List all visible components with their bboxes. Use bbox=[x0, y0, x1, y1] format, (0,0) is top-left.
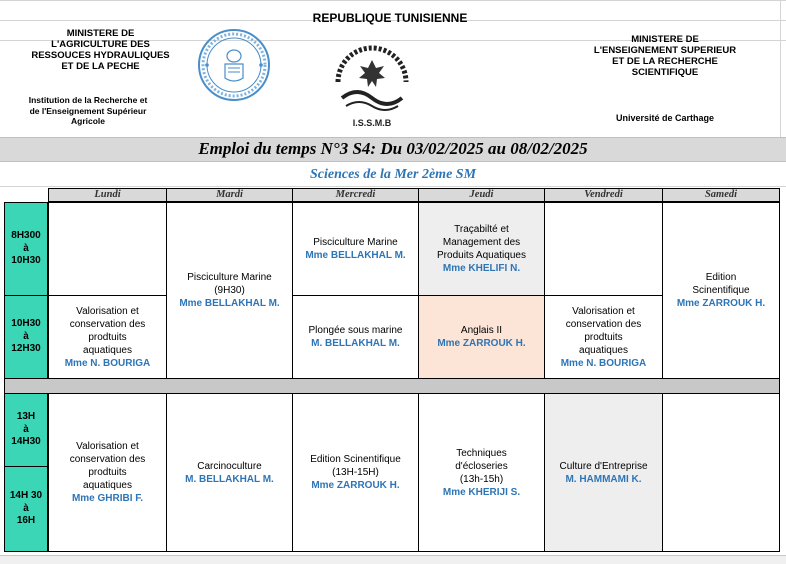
course-subject: conservation des bbox=[565, 318, 642, 330]
left-ministry bbox=[8, 28, 193, 72]
course-subject: prodtuits bbox=[584, 331, 623, 343]
day-header-mardi: Mardi bbox=[166, 188, 293, 202]
cell-vendredi-slot1-empty bbox=[544, 202, 663, 296]
cell-mercredi-slot1 bbox=[292, 202, 419, 296]
cell-samedi-morning bbox=[662, 202, 780, 379]
time-slot-1 bbox=[4, 202, 48, 296]
right-ministry-line: L'ENSEIGNEMENT SUPERIEUR bbox=[593, 45, 737, 56]
course-subject: aquatiques bbox=[83, 344, 132, 356]
cell-mercredi-afternoon bbox=[292, 393, 419, 552]
course-subject: prodtuits bbox=[88, 467, 127, 478]
right-ministry-line: ET DE LA RECHERCHE bbox=[612, 56, 718, 67]
course-subject: aquatiques bbox=[579, 344, 628, 356]
time-slot-3 bbox=[4, 393, 48, 467]
right-ministry-line: SCIENTIFIQUE bbox=[631, 67, 699, 78]
left-institution-line: Institution de la Recherche et bbox=[28, 95, 148, 105]
course-teacher: M. BELLAKHAL M. bbox=[185, 473, 274, 485]
cell-lundi-slot2 bbox=[48, 295, 167, 379]
time-text: à bbox=[23, 242, 29, 254]
course-subject: Management des bbox=[442, 237, 521, 248]
cell-jeudi-slot2 bbox=[418, 295, 545, 379]
course-teacher: Mme ZARROUK H. bbox=[676, 298, 766, 309]
course-teacher: Mme ZARROUK H. bbox=[437, 338, 526, 349]
course-subject: Traçabilté et bbox=[454, 224, 509, 235]
course-subject: Carcinoculture bbox=[197, 460, 262, 472]
course-subject: d'écloseries bbox=[455, 460, 508, 472]
republic-title: REPUBLIQUE TUNISIENNE bbox=[312, 11, 468, 25]
lunch-separator bbox=[4, 378, 780, 394]
course-teacher: Mme N. BOURIGA bbox=[560, 357, 647, 369]
left-ministry-line: MINISTERE DE bbox=[66, 28, 135, 39]
day-header-mercredi: Mercredi bbox=[292, 188, 419, 202]
cell-mardi-morning bbox=[166, 202, 293, 379]
day-header-samedi: Samedi bbox=[662, 188, 780, 202]
course-subject: (13h-15h) bbox=[459, 473, 504, 485]
left-ministry-line: L'AGRICULTURE DES bbox=[51, 39, 150, 50]
course-teacher: Mme ZARROUK H. bbox=[311, 480, 400, 491]
time-text: 14H 30 bbox=[9, 490, 43, 502]
cell-lundi-afternoon bbox=[48, 393, 167, 552]
cell-mardi-afternoon bbox=[166, 393, 293, 552]
course-teacher: Mme BELLAKHAL M. bbox=[179, 298, 280, 309]
right-ministry-line: MINISTERE DE bbox=[631, 34, 699, 45]
course-teacher: M. BELLAKHAL M. bbox=[311, 338, 400, 349]
schedule-title: Emploi du temps N°3 S4: Du 03/02/2025 au 08/02/2025 bbox=[198, 139, 588, 158]
course-subject: Culture d'Entreprise bbox=[559, 460, 648, 472]
course-subject: aquatiques bbox=[83, 480, 132, 491]
time-text: 12H30 bbox=[11, 343, 41, 355]
course-subject: (9H30) bbox=[214, 285, 245, 296]
class-subtitle: Sciences de la Mer 2ème SM bbox=[309, 167, 477, 182]
time-slot-4 bbox=[4, 466, 48, 552]
course-teacher: Mme GHRIBI F. bbox=[71, 493, 144, 504]
time-text: 16H bbox=[16, 515, 36, 527]
course-subject: Edition Scinentifique bbox=[310, 454, 401, 465]
left-institution bbox=[8, 95, 168, 127]
course-subject: conservation des bbox=[69, 318, 146, 330]
course-subject: Scinentifique bbox=[692, 285, 750, 296]
cell-mercredi-slot2 bbox=[292, 295, 419, 379]
course-subject: Valorisation et bbox=[76, 305, 139, 317]
logo-text: I.S.S.M.B bbox=[352, 118, 392, 128]
course-teacher: Mme KHERIJI S. bbox=[442, 486, 521, 498]
time-slot-2 bbox=[4, 295, 48, 379]
cell-lundi-slot1-empty bbox=[48, 202, 167, 296]
day-header-vendredi: Vendredi bbox=[544, 188, 663, 202]
time-text: à bbox=[23, 423, 29, 435]
course-subject: Valorisation et bbox=[76, 441, 139, 452]
course-subject: prodtuits bbox=[88, 331, 127, 343]
course-subject: conservation des bbox=[69, 454, 146, 465]
time-text: à bbox=[23, 502, 29, 514]
left-ministry-line: ET DE LA PECHE bbox=[61, 61, 140, 72]
course-teacher: Mme KHELIFI N. bbox=[442, 263, 521, 274]
course-subject: Pisciculture Marine bbox=[187, 272, 272, 283]
cell-vendredi-slot2 bbox=[544, 295, 663, 379]
time-text: 14H30 bbox=[11, 436, 41, 448]
university-name: Université de Carthage bbox=[615, 113, 715, 123]
cell-samedi-afternoon-empty bbox=[662, 393, 780, 552]
course-subject: Valorisation et bbox=[572, 305, 635, 317]
course-teacher: M. HAMMAMI K. bbox=[565, 473, 642, 485]
course-teacher: Mme N. BOURIGA bbox=[64, 357, 151, 369]
time-text: 10H30 bbox=[11, 318, 41, 330]
course-subject: (13H-15H) bbox=[332, 467, 379, 478]
cell-vendredi-afternoon bbox=[544, 393, 663, 552]
time-text: 13H bbox=[16, 411, 36, 423]
course-subject: Produits Aquatiques bbox=[437, 250, 526, 261]
cell-jeudi-afternoon bbox=[418, 393, 545, 552]
time-text: 10H30 bbox=[11, 255, 41, 267]
course-teacher: Mme BELLAKHAL M. bbox=[305, 250, 406, 261]
course-subject: Edition bbox=[705, 272, 737, 283]
course-subject: Anglais II bbox=[460, 325, 503, 336]
left-institution-line: de l'Enseignement Supérieur bbox=[29, 105, 147, 116]
course-subject: Pisciculture Marine bbox=[313, 237, 398, 248]
cell-jeudi-slot1 bbox=[418, 202, 545, 296]
left-institution-line: Agricole bbox=[70, 116, 105, 126]
left-ministry-line: RESSOUCES HYDRAULIQUES bbox=[31, 50, 170, 61]
time-text: 8H300 bbox=[11, 230, 41, 242]
day-header-jeudi: Jeudi bbox=[418, 188, 545, 202]
right-ministry bbox=[570, 34, 760, 78]
time-text: à bbox=[23, 330, 29, 342]
course-subject: Techniques bbox=[456, 447, 507, 459]
issmb-logo-icon bbox=[332, 38, 412, 130]
day-header-lundi: Lundi bbox=[48, 188, 167, 202]
course-subject: Plongée sous marine bbox=[308, 325, 403, 336]
institution-seal-icon bbox=[197, 28, 271, 102]
